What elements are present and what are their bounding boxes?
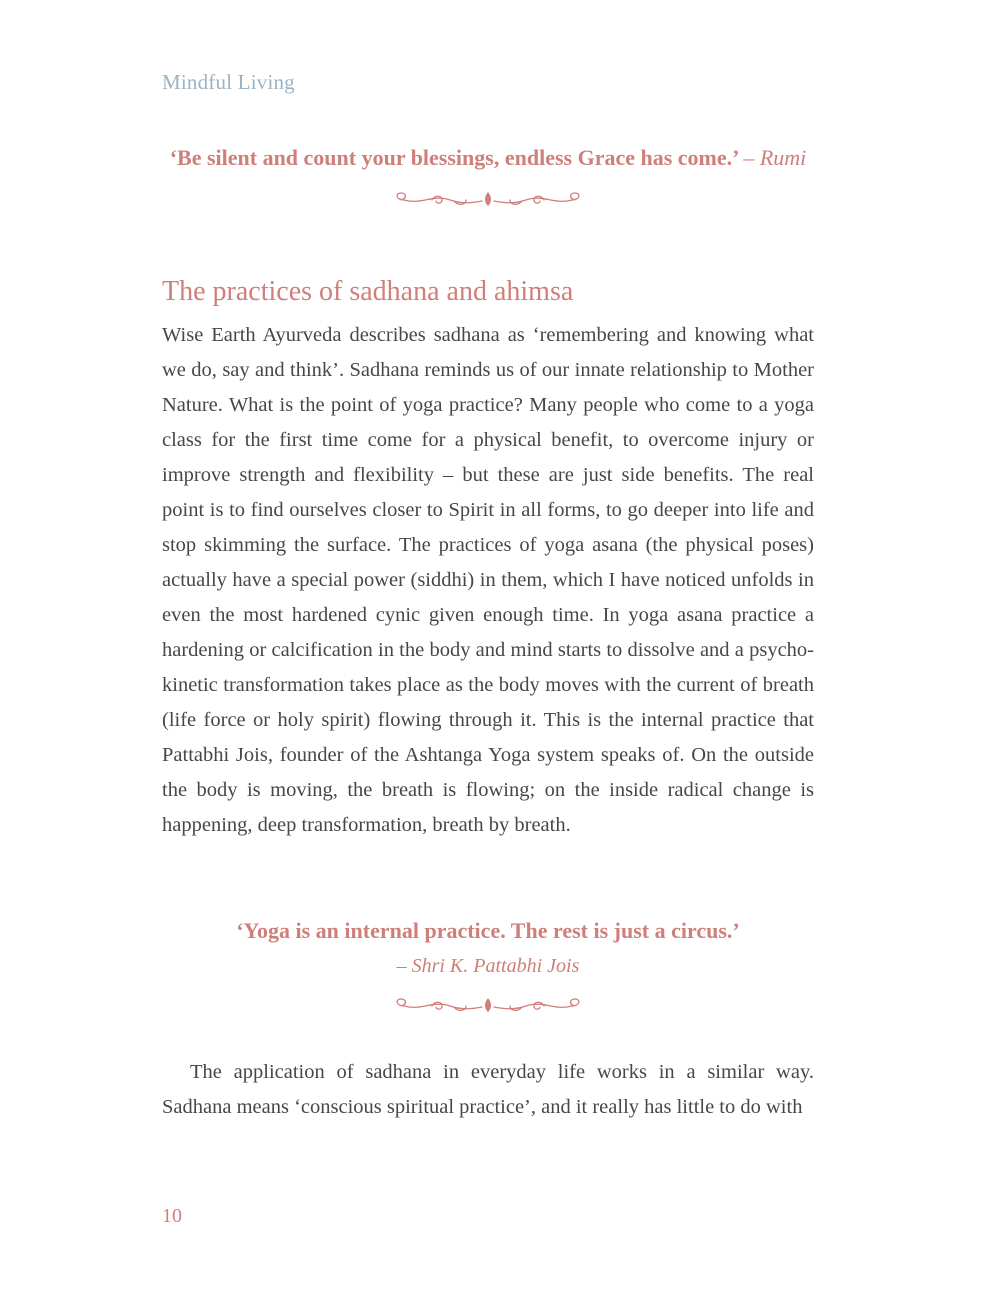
page-number: 10	[162, 1205, 182, 1227]
rumi-quote	[162, 145, 814, 171]
flourish-divider-icon	[392, 189, 584, 211]
body-paragraph-2: The application of sadhana in everyday life works in a similar way. Sadhana means ‘conscious spiritual practice’, and it really has little to do with	[162, 1061, 814, 1118]
rumi-quote-attribution: – Rumi	[743, 145, 807, 170]
flourish-divider-icon	[392, 995, 584, 1017]
running-head: Mindful Living	[162, 70, 295, 94]
rumi-quote-text: ‘Be silent and count your blessings, endless Grace has come.’	[169, 145, 738, 170]
body-paragraph-1: Wise Earth Ayurveda describes sadhana as ‘remembering and knowing what we do, say and think’. Sadhana reminds us of our innate relationship to Mother Nature. What is the point of yoga practice? Many people who come to a yoga class for the first time come for a physical benefit, to overcome injury or improve strength and flexibility – but these are just side benefits. The real point is to find ourselves closer to Spirit in all forms, to go deeper into life and stop skimming the surface. The practices of yoga asana (the physical poses) actually have a special power (siddhi) in them, which I have noticed unfolds in even the most hardened cynic given enough time. In yoga asana practice a hardening or calcification in the body and mind starts to dissolve and a psycho-kinetic transformation takes place as the body moves with the current of breath (life force or holy spirit) flowing through it. This is the internal practice that Pattabhi Jois, founder of the Ashtanga Yoga system speaks of. On the outside the body is moving, the breath is flowing; on the inside radical change is happening, deep transformation, breath by breath.	[162, 324, 814, 836]
section-heading: The practices of sadhana and ahimsa	[162, 276, 574, 307]
pattabhi-jois-quote-text: ‘Yoga is an internal practice. The rest is just a circus.’	[236, 918, 740, 943]
pattabhi-jois-quote	[162, 914, 814, 984]
pattabhi-jois-quote-attribution: – Shri K. Pattabhi Jois	[396, 955, 580, 977]
